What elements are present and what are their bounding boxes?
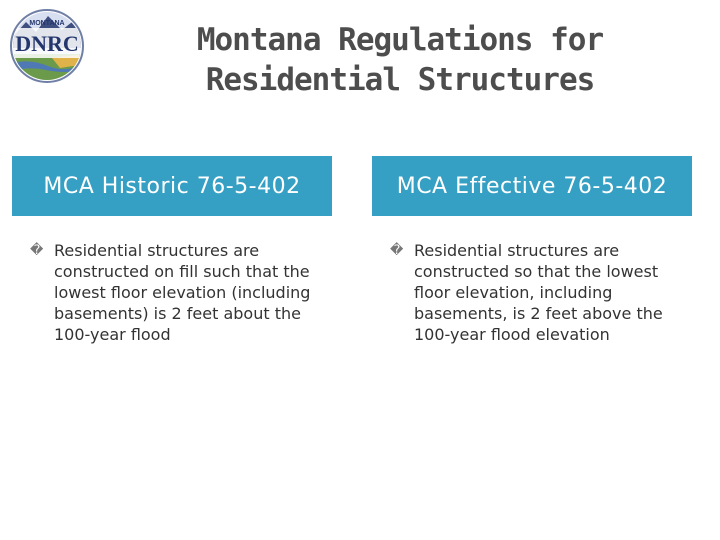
- dnrc-logo: [8, 8, 86, 84]
- slide-title: [150, 20, 650, 100]
- effective-column-body: [390, 240, 680, 345]
- effective-column-header: [372, 156, 692, 216]
- historic-column-header: [12, 156, 332, 216]
- title-line-1: Montana Regulations for: [196, 22, 604, 58]
- effective-bullet-text: Residential structures are constructed so that the lowest floor elevation, including basements, is 2 feet above the 100-year flood elevation: [414, 241, 663, 344]
- historic-bullet-text: Residential structures are constructed on fill such that the lowest floor elevation (including basements) is 2 feet about the 100-year flood: [54, 241, 311, 344]
- logo-main-text: DNRC: [15, 31, 79, 56]
- historic-column-body: [30, 240, 320, 345]
- bullet-icon: �: [30, 243, 44, 258]
- list-item: [390, 240, 680, 345]
- list-item: [30, 240, 320, 345]
- title-line-2: Residential Structures: [205, 62, 595, 98]
- logo-top-text: MONTANA: [29, 20, 65, 27]
- historic-header-label: MCA Historic 76-5-402: [43, 173, 301, 199]
- effective-header-label: MCA Effective 76-5-402: [396, 173, 668, 199]
- bullet-icon: �: [390, 243, 404, 258]
